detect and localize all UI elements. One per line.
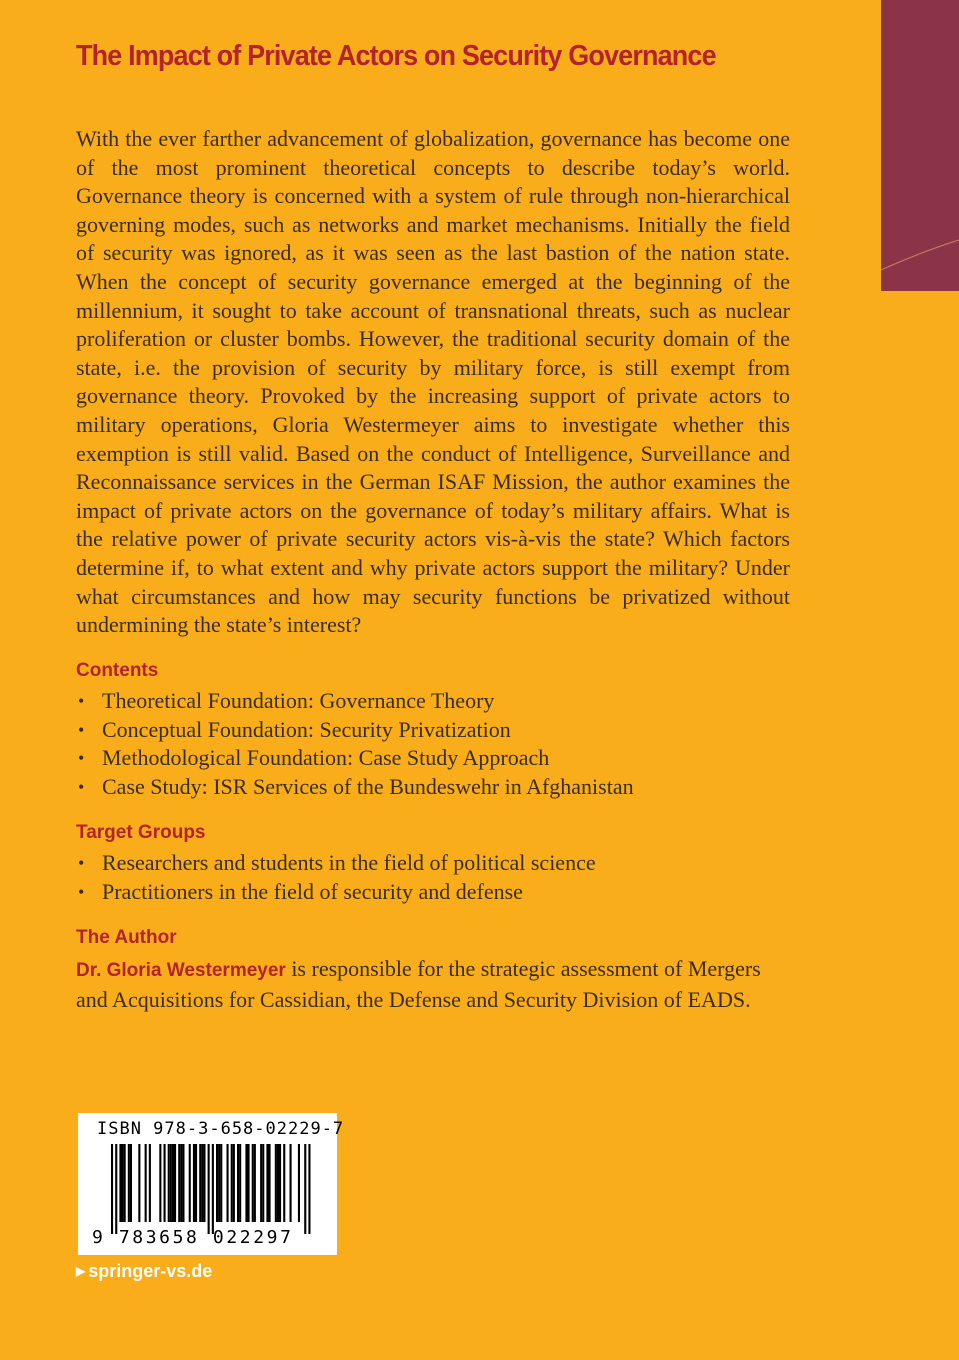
- bullet-icon: •: [78, 881, 85, 902]
- barcode-bar: [220, 1144, 222, 1222]
- barcode-bar: [239, 1144, 241, 1222]
- list-item: • Researchers and students in the field of political science: [76, 849, 596, 878]
- barcode-bar: [266, 1144, 268, 1222]
- barcode-bar: [262, 1144, 264, 1222]
- isbn-barcode: [78, 1113, 345, 1255]
- barcode-bar: [283, 1144, 285, 1222]
- barcode-guard-bar: [304, 1144, 306, 1234]
- barcode-guard-bar: [115, 1144, 117, 1234]
- contents-heading: Contents: [76, 660, 159, 681]
- barcode-bar: [218, 1144, 220, 1222]
- barcode-bar: [252, 1144, 254, 1222]
- barcode-bar: [193, 1144, 195, 1222]
- barcode-guard-bar: [111, 1144, 113, 1234]
- isbn-label: ISBN 978-3-658-02229-7: [97, 1119, 345, 1139]
- barcode-bar: [170, 1144, 172, 1222]
- list-item: • Theoretical Foundation: Governance Theory: [76, 687, 634, 716]
- barcode-guard-bar: [308, 1144, 310, 1234]
- bullet-icon: •: [78, 719, 85, 740]
- barcode-bar: [290, 1144, 292, 1222]
- barcode-bar: [231, 1144, 233, 1222]
- barcode-bar: [178, 1144, 180, 1222]
- barcode-bar: [128, 1144, 130, 1222]
- barcode-bar: [149, 1144, 151, 1222]
- list-item: • Conceptual Foundation: Security Privatization: [76, 716, 634, 745]
- barcode-bar: [245, 1144, 247, 1222]
- list-item: • Methodological Foundation: Case Study Approach: [76, 744, 634, 773]
- barcode-bar: [172, 1144, 174, 1222]
- barcode-bar: [195, 1144, 197, 1222]
- bullet-icon: •: [78, 691, 85, 711]
- barcode-bar: [254, 1144, 256, 1222]
- barcode-bar: [269, 1144, 271, 1222]
- target-groups-list: [76, 849, 596, 906]
- barcode-bar: [216, 1144, 218, 1222]
- bullet-icon: •: [78, 776, 85, 797]
- page-title: The Impact of Private Actors on Security Governance: [76, 40, 716, 72]
- barcode-bar: [233, 1144, 235, 1222]
- list-item: • Practitioners in the field of security and defense: [76, 878, 596, 907]
- barcode-bar: [180, 1144, 182, 1222]
- author-bio: [76, 955, 790, 1014]
- barcode-bar: [277, 1144, 279, 1222]
- barcode-bar: [130, 1144, 132, 1222]
- barcode-bar: [145, 1144, 147, 1222]
- barcode-bar: [159, 1144, 161, 1222]
- barcode-digits: 9 783658 022297: [92, 1227, 294, 1248]
- barcode-bar: [260, 1144, 262, 1222]
- barcode-bar: [237, 1144, 239, 1222]
- barcode-bar: [298, 1144, 300, 1222]
- list-item: • Case Study: ISR Services of the Bundeswehr in Afghanistan: [76, 773, 634, 802]
- arrow-right-icon: ▶: [76, 1264, 86, 1278]
- barcode-bar: [138, 1144, 140, 1222]
- author-heading: The Author: [76, 927, 177, 948]
- barcode-bar: [203, 1144, 205, 1222]
- barcode-bar: [124, 1144, 126, 1222]
- barcode-bar: [199, 1144, 201, 1222]
- author-name: Dr. Gloria Westermeyer: [76, 960, 286, 981]
- barcode-bar: [122, 1144, 124, 1222]
- barcode-guard-bar: [208, 1144, 210, 1234]
- website-url: springer-vs.de: [88, 1261, 213, 1281]
- author-bio-text: is responsible for the strategic assessment of Mergers and Acquisitions for Cassidian, the Defense and Security Division of EADS.: [76, 956, 761, 1012]
- barcode-bar: [227, 1144, 229, 1222]
- book-description: With the ever farther advancement of globalization, governance has become one of the most prominent theoretical concepts to describe today’s world. Governance theory is concerned with a system of rule through non-hierarchical governing modes, such as networks and market mechanisms. Initially the field of security was ignored, as it was seen as the last bastion of the nation state. When the concept of security governance emerged at the beginning of the millennium, it sought to take account of transnational threats, such as nuclear proliferation or cluster bombs. However, the traditional security domain of the state, i.e. the provision of security by military force, is still exempt from governance theory. Provoked by the increasing support of private actors to military operations, Gloria Westermeyer aims to investigate whether this exemption is still valid. Based on the conduct of Intelligence, Surveillance and Reconnaissance services in the German ISAF Mission, the author examines the impact of private actors on the governance of today’s military affairs. What is the relative power of private security actors vis-à-vis the state? Which factors determine if, to what extent and why private actors support the military? Under what circumstances and how may security functions be privatized without undermining the state’s interest?: [76, 126, 790, 638]
- barcode-bar: [119, 1144, 121, 1222]
- barcode-bar: [189, 1144, 191, 1222]
- barcode-bar: [279, 1144, 281, 1222]
- bullet-icon: •: [78, 853, 85, 873]
- target-groups-heading: Target Groups: [76, 822, 206, 843]
- barcode-bar: [174, 1144, 176, 1222]
- contents-list: [76, 687, 634, 801]
- publisher-website[interactable]: [76, 1261, 212, 1282]
- barcode-bar: [168, 1144, 170, 1222]
- swoosh-line-icon: [881, 0, 959, 291]
- barcode-bar: [201, 1144, 203, 1222]
- barcode-bar: [164, 1144, 166, 1222]
- barcode-bar: [182, 1144, 184, 1222]
- barcode-bar: [275, 1144, 277, 1222]
- corner-accent-band: [881, 0, 959, 291]
- barcode-guard-bar: [212, 1144, 214, 1234]
- bullet-icon: •: [78, 748, 85, 768]
- barcode-bar: [248, 1144, 250, 1222]
